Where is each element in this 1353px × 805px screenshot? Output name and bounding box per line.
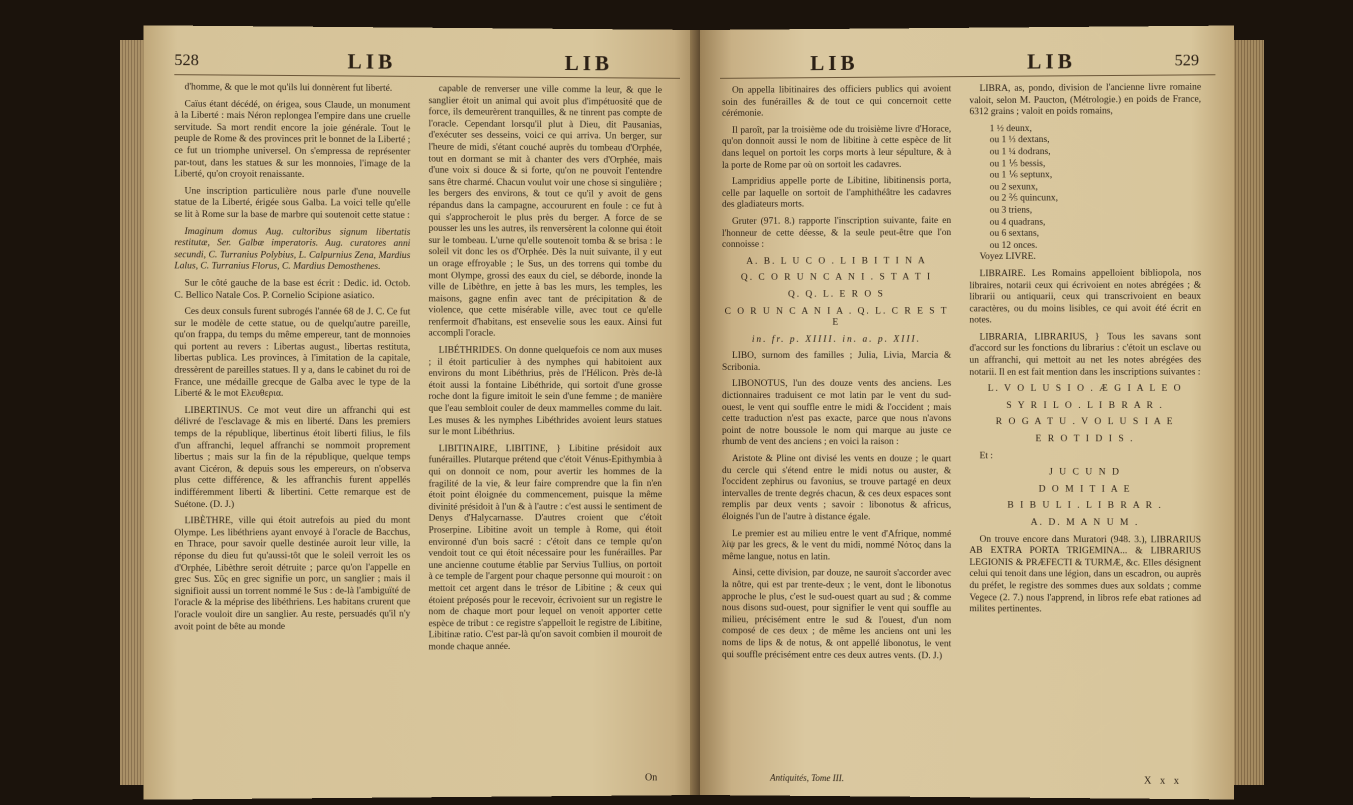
list-item: ou 12 onces. <box>989 240 1038 251</box>
paragraph: Gruter (971. 8.) rapporte l'inscription suivante, faite en l'honneur de cette déesse, & la seule peut-être que l'on connoisse : <box>721 215 952 251</box>
inscription-line: in. fr. p. XIIII. in. a. p. XIII. <box>751 334 922 345</box>
list-item: ou 6 sextans, <box>989 228 1039 240</box>
paragraph: On trouve encore dans Muratori (948. 3.), LIBRARIUS AB EXTRA PORTA TRIGEMINA... & LIBRARIUS LEGIONIS & PRÆFECTI & TURMÆ, &c. Elles désignent celui qui tenoit dans une légion, dans un escadron, ou auprès du préfet, le registre des sommes dues aux soldats ; comme Vegece (2. 7.) nous l'apprend, in libros refe ebat rationes ad milites pertinentes. <box>969 534 1202 615</box>
column-1 <box>722 84 951 667</box>
column-2 <box>969 82 1201 622</box>
column-2 <box>429 84 662 659</box>
list-item: ou 1 ¼ dodrans, <box>989 146 1051 158</box>
list-item: ou 3 triens, <box>989 205 1033 216</box>
paragraph: Caïus étant décédé, on érigea, sous Claude, un monument à la Liberté : mais Néron replongea l'empire dans une cruelle servitude. Sa mort rendit encore la joie générale. Tout le peuple de Rome & des provinces prit le bonnet de la Liberté ; ce fut un triomphe universel. On s'empressa de représenter par-tout, dans les statues & sur les monnoies, l'image de la Liberté, qu'on croyoit renaissante. <box>174 99 411 181</box>
running-head-left: LIB <box>810 50 859 76</box>
inscription-line: Q. C O R U N C A N I . S T A T I <box>740 272 933 284</box>
paragraph: LIBONOTUS, l'un des douze vents des anciens. Les dictionnaires traduisent ce mot latin par le vent du sud-ouest, le vent qui souffle entre le midi & l'occident ; mais cette traduction n'est pas exacte, parce que nous n'avons point de notre boussole le nom qui marque au juste ce rhumb de vent des anciens ; en voici la raison : <box>721 379 952 448</box>
running-head-left: LIB <box>347 49 397 74</box>
catchword: On <box>644 772 658 784</box>
paragraph: LIBRA, as, pondo, division de l'ancienne livre romaine valoit, selon M. Paucton, (Métrologie.) en poids de France, 6312 grains ; valoit en poids romains, <box>969 82 1202 118</box>
list-item: ou 2 ⅖ quincunx, <box>989 193 1058 205</box>
column-1 <box>174 82 410 638</box>
paragraph: Le premier est au milieu entre le vent d'Afrique, nommé λίψ par les grecs, & le vent du midi, nommé Νότος dans la même langue, notus en latin. <box>721 528 952 563</box>
paragraph: Lampridius appelle porte de Libitine, libitinensis porta, celle par laquelle on sortoit de l'amphithéâtre les cadavres des gladiateurs morts. <box>721 175 952 211</box>
page-number: 528 <box>174 51 199 70</box>
paragraph: LIBO, surnom des familles ; Julia, Livia, Marcia & Scribonia. <box>721 350 952 373</box>
inscription-line: J U C U N D <box>1049 467 1121 478</box>
signature-mark: Antiquités, Tome III. <box>770 772 845 784</box>
paragraph: LIBITINAIRE, LIBITINE, } Libitine présidoit aux funérailles. Plutarque prétend que c'étoit Vénus-Epithymbia à qui on donnoit ce nom, pour avertir les hommes de la fragilité de la vie, & leur faire comprendre que la fin n'en étoit point éloignée du commencement, puisque la même divinité présidoit à l'un & à l'autre : c'est aussi le sentiment de Denys d'Halycarnasse. D'autres croient que c'étoit Proserpine. Libitine avoit un temple à Rome, qui étoit environné d'un bois sacré : c'étoit dans ce temple qu'on vendoit tout ce qui étoit nécessaire pour les funérailles. Par une ancienne coutume établie par Servius Tullius, on portoit à ce temple de l'argent pour chaque personne qui mouroit : on mettoit cet argent dans le trésor de Libitine ; & ceux qui étoient préposés pour le recevoir, écrivoient sur un registre le nom de chaque mort pour lequel on venoit apporter cette espèce de tribut : ce registre s'appelloit le registre de Libitine, Libitinæ ratio. C'est par-là qu'on savoit combien il mouroit de monde chaque année. <box>428 443 662 653</box>
paragraph: Ces deux consuls furent subrogés l'année 68 de J. C. Ce fut sur le modèle de cette statue, ou de quelqu'autre pareille, qu'on frappa, du temps du même empereur, tant de monnoies qui portent au revers : Libertas august., libertas restituta, libertas publica. Les provinces, à l'imitation de la capitale, dressèrent de pareilles statues. Il y a, dans le cabinet du roi de France, une médaille grecque de Galba avec le type de la Liberté & le mot Ελευθερια. <box>174 306 411 400</box>
paragraph: On appella libitinaires des officiers publics qui avoient soin des funérailles & de tout ce qui concernoit cette cérémonie. <box>721 84 952 120</box>
inscription-line: Q. Q. L. E R O S <box>787 289 885 300</box>
paragraph: Ainsi, cette division, par douze, ne sauroit s'accorder avec la nôtre, qui est par trente-deux ; le vent, dont le libonotus approche le plus, c'est le sud-ouest quart au sud ; & comme nous disons sud-ouest, pour signifier le vent qui souffle au milieu, précisément entre le sud & l'ouest, d'un nom composé de ces deux ; de même les anciens ont uni les noms de lips & de notus, & ont appellé libonotus, le vent qui souffle précisément entre ces deux autres vents. (D. J.) <box>721 568 952 661</box>
inscription-line: A. D. M A N U M . <box>1030 517 1140 529</box>
list-item: ou 2 sexunx, <box>989 182 1038 193</box>
paragraph: capable de renverser une ville comme la leur, & que le sanglier étoit un animal qui avoit plus d'impétuosité que de force, ils demeurèrent tranquilles, & ne tinrent pas compte de l'oracle. Cependant lorsqu'il plut à Dieu, dit Pausanias, d'exécuter ses desseins, voici ce qui arriva. Un berger, sur l'heure de midi, s'étant couché auprès du tombeau d'Orphée, tout en dormant se mit à chanter des vers d'Orphée, mais d'une voix si douce & si forte, qu'on ne pouvoit l'entendre sans être charmé. Chacun voulut voir une chose si singulière ; les bergers des environs, & tout ce qu'il y avoit de gens répandus dans la campagne, accoururent en foule : ce fut à qui s'approcheroit le plus près du berger. A force de se pousser les uns les autres, ils renversèrent la colonne qui étoit sur le tombeau. L'urne qu'elle soutenoit tomba & se brisa : le soleil vit donc les os d'Orphée. Dès la nuit suivante, il y eut un orage effroyable ; le Sus, un des torrens qui tombe du mont Olympe, grossi des eaux du ciel, se déborde, inonde la ville de Libèthre, en jette à bas les murs, les temples, les maisons, gagne enfin avec tant de précipitation & de violence, que cette misérable ville, avec tout ce qu'elle renfermoit d'habitans, est ensevelie sous les eaux. Ainsi fut accompli l'oracle. <box>428 84 662 340</box>
list-item: ou 1 ⅕ bessis, <box>989 158 1046 170</box>
paragraph: LIBÈTHRE, ville qui étoit autrefois au pied du mont Olympe. Les libéthriens ayant envoyé à l'oracle de Bacchus, en Thrace, pour savoir quelle destinée auroit leur ville, la réponse du dieu fut qu'aussi-tôt que le soleil verroit les os d'Orphée, Libèthre seroit détruite ; parce qu'on l'appelle en grec Sus. Σῦς en grec signifie un porc, un sanglier ; mais il signifioit aussi un torrent nommé le Sus : de-là l'ambiguïté de l'oracle & la méprise des libéthriens. Les habitans crurent que l'oracle vouloit dire un sanglier. Au reste, persuadés qu'il n'y avoit point de bête au monde <box>174 515 411 633</box>
paragraph: Et : <box>979 450 993 461</box>
paragraph: LIBÉTHRIDES. On donne quelquefois ce nom aux muses ; il étoit particulier à des nymphes qui habitoient aux environs du mont Libéthrius, près de l'Hélicon. Près de-là étoit aussi la fontaine Libéthride, qui sortoit d'une grosse roche dont la figure imitoit le sein d'une femme ; de manière que l'eau sembloit couler de deux mammelles comme du lait. Les muses & les nymphes Libéthrides avoient leurs statues sur le mont Libéthrius. <box>428 345 662 438</box>
inscription-line: L. V O L U S I O . Æ G I A L E O <box>987 383 1183 395</box>
list-item: ou 1 ⅙ septunx, <box>989 170 1053 181</box>
inscription-line: E R O T I D I S . <box>1035 434 1135 445</box>
list-item: ou 4 quadrans, <box>989 217 1046 228</box>
left-page <box>144 25 702 799</box>
inscription-line: S Y R I L O . L I B R A R . <box>1006 400 1164 411</box>
gathering-mark: X x x <box>1143 775 1182 787</box>
paragraph: LIBERTINUS. Ce mot veut dire un affranchi qui est délivré de l'esclavage & mis en liberté. Dans les premiers temps de la république, libertinus étoit liberti filius, le fils d'un affranchi, lequel affranchi se nommoit proprement libertus ; mais sur la fin de la république, quelque temps avant Cicéron, & depuis sous les empereurs, on n'observa plus cette différence, & les affranchis furent appellés indifféremment liberti & libertini. Cette remarque est de Suétone. (D. J.) <box>174 405 411 510</box>
page-number: 529 <box>1174 52 1200 70</box>
paragraph: LIBRARIA, LIBRARIUS, } Tous les savans sont d'accord sur les fonctions du librarius : c'étoit un esclave ou un affranchi, qui mettoit au net les notes abrégées des notarii. Il en est fait mention dans les inscriptions suivantes : <box>969 332 1202 378</box>
paragraph: LIBRAIRE. Les Romains appelloient bibliopola, nos libraires, notarii ceux qui écrivoient en notes abrégées ; & librarii ou antiquarii, ceux qui transcrivoient en beaux caractères, ou du moins lisibles, ce qui avoit été écrit en notes. <box>969 268 1202 326</box>
running-head-right: LIB <box>1027 49 1077 74</box>
header-rule <box>720 74 1215 79</box>
libra-list <box>969 123 1201 253</box>
list-item: 1 ½ deunx, <box>989 123 1032 135</box>
paragraph: Imaginum domus Aug. cultoribus signum libertatis restitutæ, Ser. Galbæ imperatoris. Aug. curatores anni secundi, C. Turranius Polybius, L. Calpurnius Zena, Mardius Lalus, C. Turranius Florus, C. Mardius Demosthenes. <box>174 226 411 273</box>
paragraph: Aristote & Pline ont divisé les vents en douze ; le quart du cercle qui s'étend entre le midi notus ou auster, & l'occident zephirus ou favonius, se trouve partagé en deux intervalles de trente degrés chacun, & ces deux espaces sont remplis par deux vents ; savoir : libonotus & africus, éloignés l'un de l'autre à distance égale. <box>721 454 952 523</box>
paragraph: Sur le côté gauche de la base est écrit : Dedic. id. Octob. C. Bellico Natale Cos. P. Cornelio Scipione asiatico. <box>174 278 411 301</box>
inscription-line: A. B. L U C O . L I B I T I N A <box>746 255 927 267</box>
paragraph: Une inscription particulière nous parle d'une nouvelle statue de la Liberté, érigée sous Galba. La voici telle qu'elle se lit à Rome sur la base de marbre qui soutenoit cette statue : <box>174 186 411 221</box>
inscription-line: D O M I T I A E <box>1038 484 1132 495</box>
running-head-right: LIB <box>564 50 614 76</box>
inscription-line: R O G A T U . V O L U S I A E <box>995 417 1175 428</box>
inscription-line: C O R U N C A N I A . Q. L. C R E S T E <box>724 305 949 328</box>
right-page <box>700 26 1234 800</box>
inscription-line: B I B U L I . L I B R A R . <box>1007 500 1163 512</box>
list-item: ou 1 ⅓ dextans, <box>989 135 1050 146</box>
paragraph: Voyez LIVRE. <box>979 252 1036 263</box>
paragraph: Il paroît, par la troisième ode du troisième livre d'Horace, qu'on donnoit aussi le nom de libitine à cette espèce de lit dans lequel on portoit les corps morts à leur sépulture, & à la porte de Rome par où on sortoit les cadavres. <box>721 124 952 171</box>
paragraph: d'homme, & que le mot qu'ils lui donnèrent fut liberté. <box>184 82 393 94</box>
